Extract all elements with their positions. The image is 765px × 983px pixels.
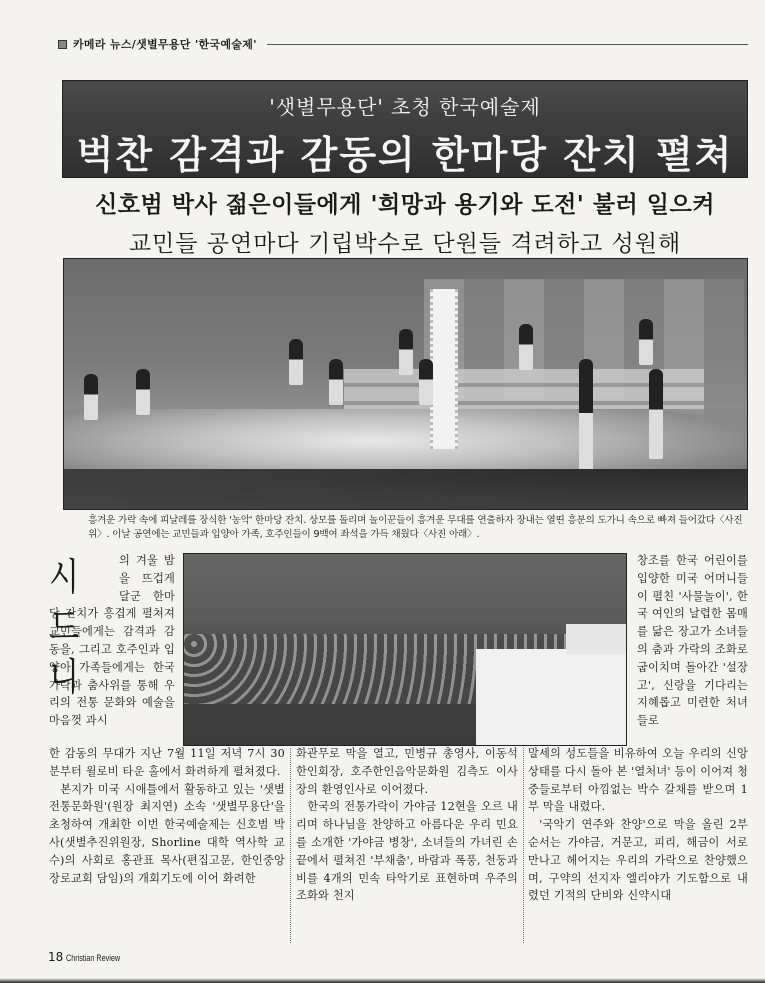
subheadline (62, 186, 748, 258)
article-lead-text: 의 겨울 밤을 뜨겁게 달군 한마당 잔치가 흥겹게 펼쳐져 교민들에게는 감격과 감동을, 그리고 호주인과 입양아 가족들에게는 한국 가락과 춤사위를 통해 우리의 전통 문화와 예술을 마음껏 과시 (49, 554, 175, 728)
column-divider (523, 748, 524, 943)
article-paragraph: 화관무로 막을 열고, 민병규 총영사, 이동석 한인회장, 호주한인음악문화원 김측도 이사장의 환영인사로 이어졌다. (296, 747, 518, 796)
lantern-tower (430, 289, 458, 449)
section-square-icon (58, 40, 67, 49)
article-paragraph: 한 감동의 무대가 지난 7월 11일 저녁 7시 30분부터 윌로비 타운 홀에서 화려하게 펼쳐졌다. (49, 747, 285, 778)
article-paragraph: 말세의 성도들을 비유하여 오늘 우리의 신앙상태를 다시 돌아 본 '열처녀' 등이 이어져 청중들로부터 아낌없는 박수 갈채를 받으며 1부 막을 내렸다. (528, 747, 748, 814)
article-column-1-top (49, 552, 175, 730)
section-header (58, 36, 748, 52)
page-edge (0, 978, 765, 983)
subhead-line-1: 신호범 박사 젊은이들에게 '희망과 용기와 도전' 불러 일으켜 (95, 192, 715, 218)
subhead-line-2: 교민들 공연마다 기립박수로 단원들 격려하고 성원해 (128, 231, 682, 257)
article-column-3-top (637, 552, 748, 730)
section-rule (267, 44, 748, 45)
page-number: 18 (48, 950, 64, 964)
article-paragraph: '국악기 연주와 찬양'으로 막을 올린 2부 순서는 가야금, 거문고, 피리, 해금이 서로 만나고 헤어지는 우리의 가락으로 찬양했으며, 구약의 선지자 엘리야가 기도함으로 내렸던 기적의 단비와 신약시대 (528, 818, 748, 903)
article-paragraph: 본지가 미국 시애틀에서 활동하고 있는 '샛별전통문화원'(원장 최지연) 소속 '샛별무용단'을 초청하여 개최한 이번 한국예술제는 신호범 박사(샛별추진위원장, Shorline 대학 역사학 교수)의 사회로 홍관표 목사(편집고문, 한인중앙장로교회 담임)의 개회기도에 이어 화려한 (49, 782, 285, 885)
photo-stage-performance (63, 258, 748, 510)
photo-audience (183, 553, 627, 746)
article-column-2 (296, 745, 518, 905)
section-label: 카메라 뉴스/샛별무용단 '한국예술제' (73, 38, 257, 51)
publication-name: Christian Review (66, 953, 121, 963)
article-column-3 (528, 745, 748, 905)
page-footer (48, 950, 134, 964)
headline-kicker: '샛별무용단' 초청 한국예술제 (269, 95, 541, 119)
photo-caption: 흥겨운 가락 속에 피날레를 장식한 '농악' 한마당 잔치. 상모를 돌리며 놀이꾼들이 흥겨운 무대를 연출하자 장내는 열띤 흥분의 도가니 속으로 빠져 들어갔다〈사진 위〉. 이날 공연에는 교민들과 입양아 가족, 호주인들이 9백여 좌석을 가득 채웠다〈사진 아래〉. (88, 515, 743, 540)
article-paragraph: 한국의 전통가락이 가야금 12현을 오르 내리며 하나님을 찬양하고 아름다운 우리 민요를 소개한 '가야금 병창', 소녀들의 가녀린 손끝에서 펼쳐진 '부채춤', 바람과 폭풍, 천둥과 비를 4개의 민속 타악기로 표현하며 우주의 조화와 천지 (296, 800, 518, 903)
dropcap: 시드니 (49, 555, 78, 699)
headline-title: 벅찬 감격과 감동의 한마당 잔치 펼쳐 (76, 133, 734, 177)
article-column-3-top-text: 창조를 한국 어린이를 입양한 미국 어머니들이 펼친 '사물놀이', 한국 여인의 날렵한 몸매를 닮은 장고가 소녀들의 춤과 가락의 조화로 굽이치며 돌아간 '설장고', 신랑을 기다리는 지혜롭고 미련한 처녀들로 (637, 554, 748, 728)
column-divider (290, 748, 291, 943)
article-column-1 (49, 745, 285, 887)
headline-banner (62, 80, 748, 178)
